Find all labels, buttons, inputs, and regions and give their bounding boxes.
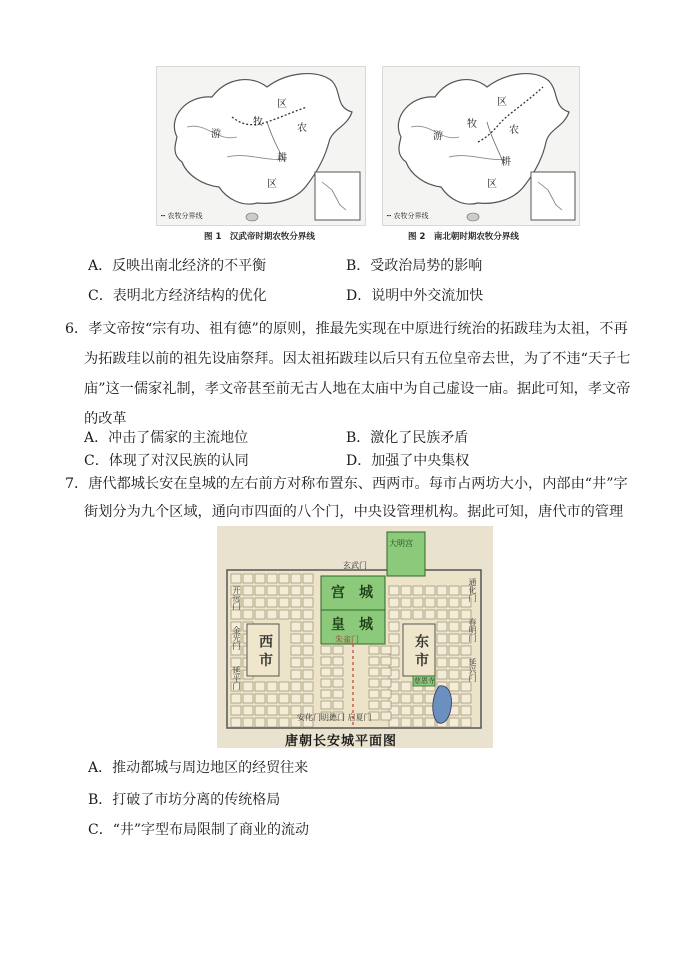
city-ward-block [449, 670, 459, 679]
city-ward-block [461, 646, 471, 655]
city-ward-block [369, 668, 379, 676]
city-ward-block [449, 682, 459, 691]
city-ward-block [267, 598, 277, 607]
city-map-caption: 唐朝长安城平面图 [285, 734, 398, 749]
map-figure-1-outline [157, 67, 365, 225]
city-ward-block [243, 586, 253, 595]
city-ward-block [389, 598, 399, 607]
city-ward-block [389, 622, 399, 631]
city-ward-block [279, 682, 289, 691]
city-ward-block [267, 718, 277, 727]
east-gate-1: 通化门 [468, 578, 477, 602]
city-ward-block [291, 694, 301, 703]
bottom-gates-label: 安化门明德门 启夏门 [297, 713, 372, 722]
map1-label-qu2: 区 [267, 179, 277, 190]
q6-option-a: A．冲击了儒家的主流地位 [84, 430, 249, 446]
city-ward-block [449, 718, 459, 727]
city-ward-block [291, 646, 301, 655]
city-ward-block [389, 586, 399, 595]
city-ward-block [401, 706, 411, 715]
city-ward-block [243, 682, 253, 691]
map2-legend-text: 农牧分界线 [393, 212, 429, 220]
city-ward-block [381, 701, 391, 709]
city-ward-block [279, 706, 289, 715]
daming-palace-label: 大明宫 [389, 539, 413, 548]
city-ward-block [381, 646, 391, 654]
q6-option-b: B．激化了民族矛盾 [346, 430, 469, 446]
city-ward-block [437, 658, 447, 667]
city-ward-block [231, 694, 241, 703]
map2-label-geng: 耕 [501, 157, 511, 168]
city-ward-block [425, 610, 435, 619]
map1-label-nong: 农 [297, 123, 307, 134]
city-ward-block [231, 610, 241, 619]
changan-city-map [217, 526, 493, 748]
city-ward-block [291, 682, 301, 691]
map2-legend: ┅ 农牧分界线 [387, 212, 429, 220]
city-ward-block [303, 670, 313, 679]
q7-stem-line-1: 7．唐代都城长安在皇城的左右前方对称布置东、西两市。每市占两坊大小，内部由“井”字 [65, 476, 628, 492]
city-ward-block [243, 718, 253, 727]
city-ward-block [437, 670, 447, 679]
city-ward-block [243, 706, 253, 715]
city-ward-block [369, 657, 379, 665]
map1-label-qu1: 区 [277, 99, 287, 110]
q5-option-d: D．说明中外交流加快 [346, 288, 484, 304]
city-ward-block [381, 690, 391, 698]
city-ward-block [291, 598, 301, 607]
city-ward-block [413, 694, 423, 703]
city-ward-block [255, 610, 265, 619]
city-ward-block [401, 586, 411, 595]
city-ward-block [437, 634, 447, 643]
city-ward-block [291, 574, 301, 583]
city-ward-block [291, 610, 301, 619]
city-ward-block [461, 694, 471, 703]
city-ward-block [279, 718, 289, 727]
city-ward-block [449, 658, 459, 667]
east-gate-3: 延兴门 [468, 658, 477, 682]
city-ward-block [381, 668, 391, 676]
west-market-label: 西 市 [257, 634, 273, 667]
city-ward-block [369, 646, 379, 654]
palace-city-label: 宫 城 [331, 585, 373, 601]
city-ward-block [279, 586, 289, 595]
map2-label-you: 游 [433, 131, 443, 142]
q7-option-a: A．推动都城与周边地区的经贸往来 [88, 760, 309, 776]
city-ward-block [321, 690, 331, 698]
city-ward-block [401, 598, 411, 607]
map2-label-qu1: 区 [497, 97, 507, 108]
city-ward-block [231, 718, 241, 727]
q6-stem-line-1: 6．孝文帝按“宗有功、祖有德”的原则，推最先实现在中原进行统治的拓跋珪为太祖，不再 [65, 321, 628, 337]
city-ward-block [321, 668, 331, 676]
city-ward-block [303, 682, 313, 691]
city-ward-block [321, 657, 331, 665]
city-ward-block [255, 598, 265, 607]
city-ward-block [437, 646, 447, 655]
city-ward-block [381, 712, 391, 720]
city-ward-block [279, 610, 289, 619]
city-ward-block [437, 598, 447, 607]
city-ward-block [401, 682, 411, 691]
city-ward-block [291, 670, 301, 679]
city-ward-block [243, 574, 253, 583]
map2-label-qu2: 区 [487, 179, 497, 190]
city-ward-block [369, 679, 379, 687]
city-ward-block [255, 574, 265, 583]
xuanwu-gate-label: 玄武门 [343, 561, 367, 570]
west-gate-2: 金光门 [232, 626, 241, 650]
city-ward-block [303, 610, 313, 619]
city-ward-block [291, 658, 301, 667]
city-ward-block [425, 598, 435, 607]
q6-stem-line-2: 为拓跋珪以前的祖先设庙祭拜。因太祖拓跋珪以后只有五位皇帝去世，为了不违“天子七 [84, 351, 631, 367]
city-ward-block [267, 682, 277, 691]
west-gate-1: 开远门 [232, 586, 241, 610]
city-ward-block [449, 634, 459, 643]
map-figure-2 [382, 66, 580, 226]
map2-label-nong: 农 [509, 125, 519, 136]
city-ward-block [303, 574, 313, 583]
city-ward-block [291, 634, 301, 643]
q6-option-c: C．体现了对汉民族的认同 [84, 453, 249, 469]
city-ward-block [425, 718, 435, 727]
city-ward-block [321, 646, 331, 654]
city-ward-block [255, 586, 265, 595]
city-ward-block [425, 586, 435, 595]
q7-option-b: B．打破了市坊分离的传统格局 [88, 792, 281, 808]
map1-label-you: 游 [211, 129, 221, 140]
city-ward-block [381, 679, 391, 687]
city-ward-block [437, 586, 447, 595]
q5-option-a: A．反映出南北经济的不平衡 [88, 258, 267, 274]
city-ward-block [389, 634, 399, 643]
city-ward-block [303, 658, 313, 667]
city-ward-block [437, 610, 447, 619]
city-ward-block [321, 679, 331, 687]
city-ward-block [449, 646, 459, 655]
city-ward-block [461, 718, 471, 727]
city-ward-block [381, 657, 391, 665]
city-ward-block [461, 682, 471, 691]
city-ward-block [267, 586, 277, 595]
city-ward-block [413, 610, 423, 619]
city-ward-block [413, 718, 423, 727]
city-ward-block [231, 574, 241, 583]
city-ward-block [291, 586, 301, 595]
q7-option-c: C．“井”字型布局限制了商业的流动 [88, 822, 310, 838]
city-ward-block [303, 586, 313, 595]
city-ward-block [333, 690, 343, 698]
q5-option-c: C．表明北方经济结构的优化 [88, 288, 267, 304]
city-ward-block [369, 701, 379, 709]
q7-stem-line-2: 街划分为九个区域，通向市四面的八个门，中央设管理机构。据此可知，唐代市的管理 [84, 504, 624, 520]
city-ward-block [267, 694, 277, 703]
temple-label: 慈恩寺 [414, 677, 435, 685]
map1-legend: ┅ 农牧分界线 [161, 212, 203, 220]
map-figure-1 [156, 66, 366, 226]
imperial-city-label: 皇 城 [331, 617, 373, 633]
city-ward-block [333, 701, 343, 709]
city-ward-block [413, 706, 423, 715]
city-ward-block [333, 646, 343, 654]
map2-label-mu: 牧 [467, 119, 477, 130]
q6-option-d: D．加强了中央集权 [346, 453, 470, 469]
map1-caption: 图 1 汉武帝时期农牧分界线 [204, 232, 315, 242]
map1-label-mu: 牧 [253, 117, 263, 128]
q6-stem-line-4: 的改革 [84, 411, 127, 427]
city-ward-block [401, 610, 411, 619]
city-ward-block [369, 690, 379, 698]
city-ward-block [291, 622, 301, 631]
city-ward-block [267, 706, 277, 715]
city-ward-block [437, 622, 447, 631]
city-ward-block [449, 622, 459, 631]
city-ward-block [279, 574, 289, 583]
map1-legend-text: 农牧分界线 [167, 212, 203, 220]
city-ward-block [449, 598, 459, 607]
east-market-label: 东 市 [413, 634, 429, 667]
city-ward-block [279, 598, 289, 607]
city-ward-block [413, 586, 423, 595]
city-ward-block [231, 706, 241, 715]
city-ward-block [255, 694, 265, 703]
city-ward-block [413, 598, 423, 607]
west-gate-3: 延平门 [232, 666, 241, 690]
city-ward-block [401, 694, 411, 703]
city-ward-block [303, 646, 313, 655]
q5-option-b: B．受政治局势的影响 [346, 258, 483, 274]
city-ward-block [321, 701, 331, 709]
zhuque-gate-label: 朱雀门 [335, 635, 359, 644]
city-ward-block [267, 574, 277, 583]
city-ward-block [243, 694, 253, 703]
city-ward-block [303, 622, 313, 631]
city-ward-block [461, 706, 471, 715]
city-ward-block [449, 610, 459, 619]
city-ward-block [333, 668, 343, 676]
map2-caption: 图 2 南北朝时期农牧分界线 [408, 232, 519, 242]
city-ward-block [449, 586, 459, 595]
city-ward-block [303, 598, 313, 607]
map1-label-geng: 耕 [277, 153, 287, 164]
city-ward-block [303, 694, 313, 703]
city-ward-block [255, 682, 265, 691]
city-ward-block [279, 694, 289, 703]
q6-stem-line-3: 庙”这一儒家礼制，孝文帝甚至前无古人地在太庙中为自己虚设一庙。据此可知，孝文帝 [84, 381, 631, 397]
city-ward-block [255, 718, 265, 727]
city-ward-block [267, 610, 277, 619]
city-ward-block [243, 610, 253, 619]
city-ward-block [389, 610, 399, 619]
city-ward-block [401, 718, 411, 727]
map-figure-2-outline [383, 67, 579, 225]
city-ward-block [243, 598, 253, 607]
city-ward-block [255, 706, 265, 715]
city-ward-block [333, 679, 343, 687]
city-ward-block [303, 634, 313, 643]
city-ward-block [333, 657, 343, 665]
east-gate-2: 春明门 [468, 618, 477, 642]
